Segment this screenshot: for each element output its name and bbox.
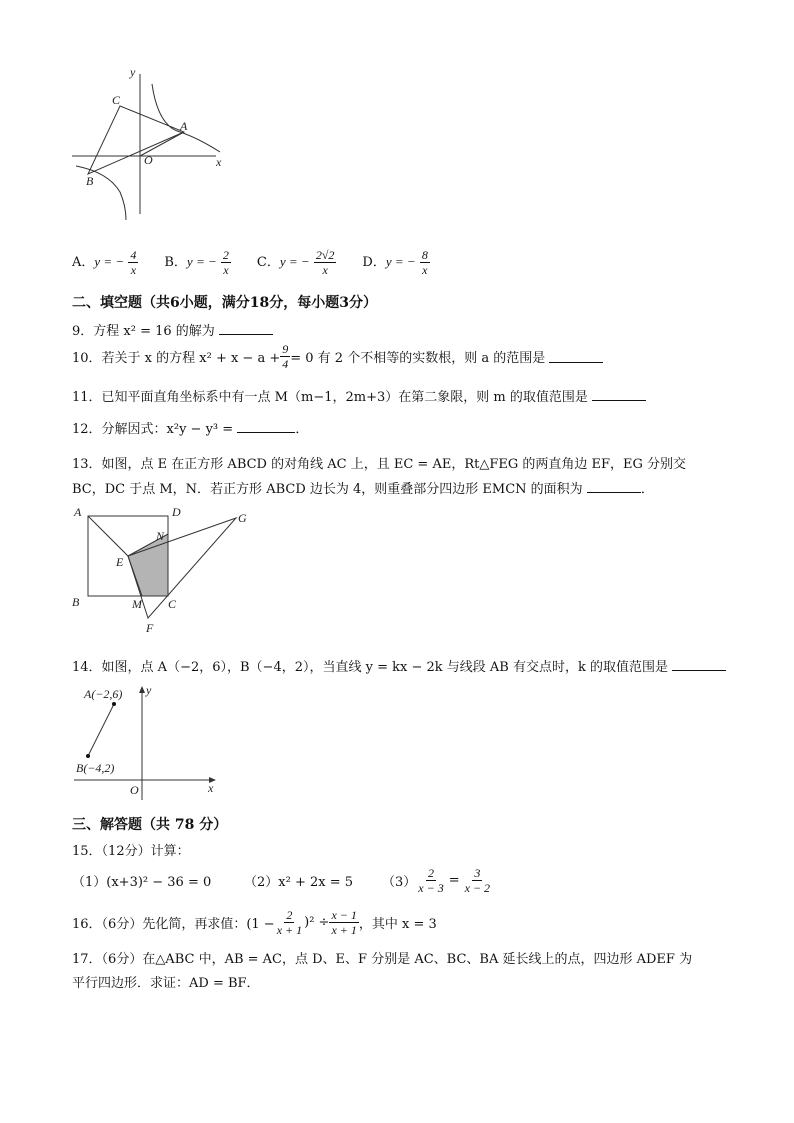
label-y: y <box>130 65 136 79</box>
q13-line1: 13．如图，点 E 在正方形 ABCD 的对角线 AC 上，且 EC = AE，Rt△FEG 的两直角边 EF，EG 分别交 <box>72 457 687 472</box>
q14-figure <box>70 680 230 806</box>
label-f: F <box>146 621 154 635</box>
q15-parts <box>72 860 492 900</box>
q15-part1: （1）(x+3)² − 36 = 0 <box>72 874 212 890</box>
section2-heading: 二、填空题（共6小题，满分18分，每小题3分） <box>72 295 377 311</box>
label-e: E <box>116 555 124 569</box>
label-c: C <box>112 93 121 107</box>
section3-heading: 三、解答题（共 78 分） <box>72 817 228 833</box>
label-m: M <box>132 597 142 611</box>
y-arrow <box>139 686 145 693</box>
q11: 11．已知平面直角坐标系中有一点 M（m−1，2m+3）在第二象限，则 m 的取值范围是 <box>72 386 646 405</box>
label-n: N <box>156 529 165 543</box>
q10: 10．若关于 x 的方程 x² + x − a + $\frac{9}{4}$ = 0 有 2 个不相等的实数根，则 a 的范围是 <box>72 342 603 371</box>
q13-figure <box>68 504 258 638</box>
q15-part3: （3） $\frac{2}{x - 3}$ = $\frac{3}{x - 2}$ <box>382 865 491 895</box>
q17-line1: 17．（6分）在△ABC 中，AB = AC，点 D、E、F 分别是 AC、BC、BA 延长线上的点，四边形 ADEF 为 <box>72 952 693 967</box>
label-o: O <box>130 783 139 797</box>
label-a: A <box>74 505 82 519</box>
label-c: C <box>168 597 177 611</box>
label-g: G <box>238 511 247 525</box>
label-a: A <box>180 119 188 133</box>
label-x: x <box>208 781 214 795</box>
point-b <box>86 754 90 758</box>
point-a <box>112 702 116 706</box>
q9: 9．方程 x² = 16 的解为 <box>72 320 273 339</box>
option-a: A．y = − $\frac{4}{x}$ <box>72 247 137 277</box>
q13-line2: BC，DC 于点 M，N．若正方形 ABCD 边长为 4，则重叠部分四边形 EMCN 的面积为 ． <box>72 482 654 497</box>
label-y: y <box>146 683 152 697</box>
overlap-emcn <box>128 534 168 596</box>
q17-line2: 平行四边形．求证：AD = BF． <box>72 976 260 991</box>
label-b: B <box>72 595 80 609</box>
q8-options <box>72 242 430 282</box>
option-c: C．y = − $\frac{2√2}{x}$ <box>256 247 335 277</box>
hyperbola-branch-2 <box>76 166 126 220</box>
label-b: B <box>86 174 94 188</box>
label-d: D <box>172 505 181 519</box>
q15-title: 15．（12分）计算： <box>72 844 190 859</box>
q12: 12．分解因式：x²y − y³ = ． <box>72 422 309 437</box>
q16: 16．（6分）先化简，再求值：(1 − $\frac{2}{x + 1}$ )² ÷ $\frac{x - 1}{x + 1}$ ，其中 x = 3 <box>72 907 437 937</box>
label-x: x <box>216 155 222 169</box>
q14: 14．如图，点 A（−2，6），B（−4，2），当直线 y = kx − 2k 与线段 AB 有交点时，k 的取值范围是 <box>72 656 726 675</box>
q15-part2: （2）x² + 2x = 5 <box>244 874 354 890</box>
label-a: A(−2,6) <box>84 687 123 701</box>
label-o: O <box>144 153 153 167</box>
segment-ab <box>88 704 114 756</box>
q8-figure <box>68 64 230 224</box>
label-b: B(−4,2) <box>76 761 115 775</box>
option-d: D．y = − $\frac{8}{x}$ <box>362 247 428 277</box>
option-b: B．y = − $\frac{2}{x}$ <box>164 247 229 277</box>
